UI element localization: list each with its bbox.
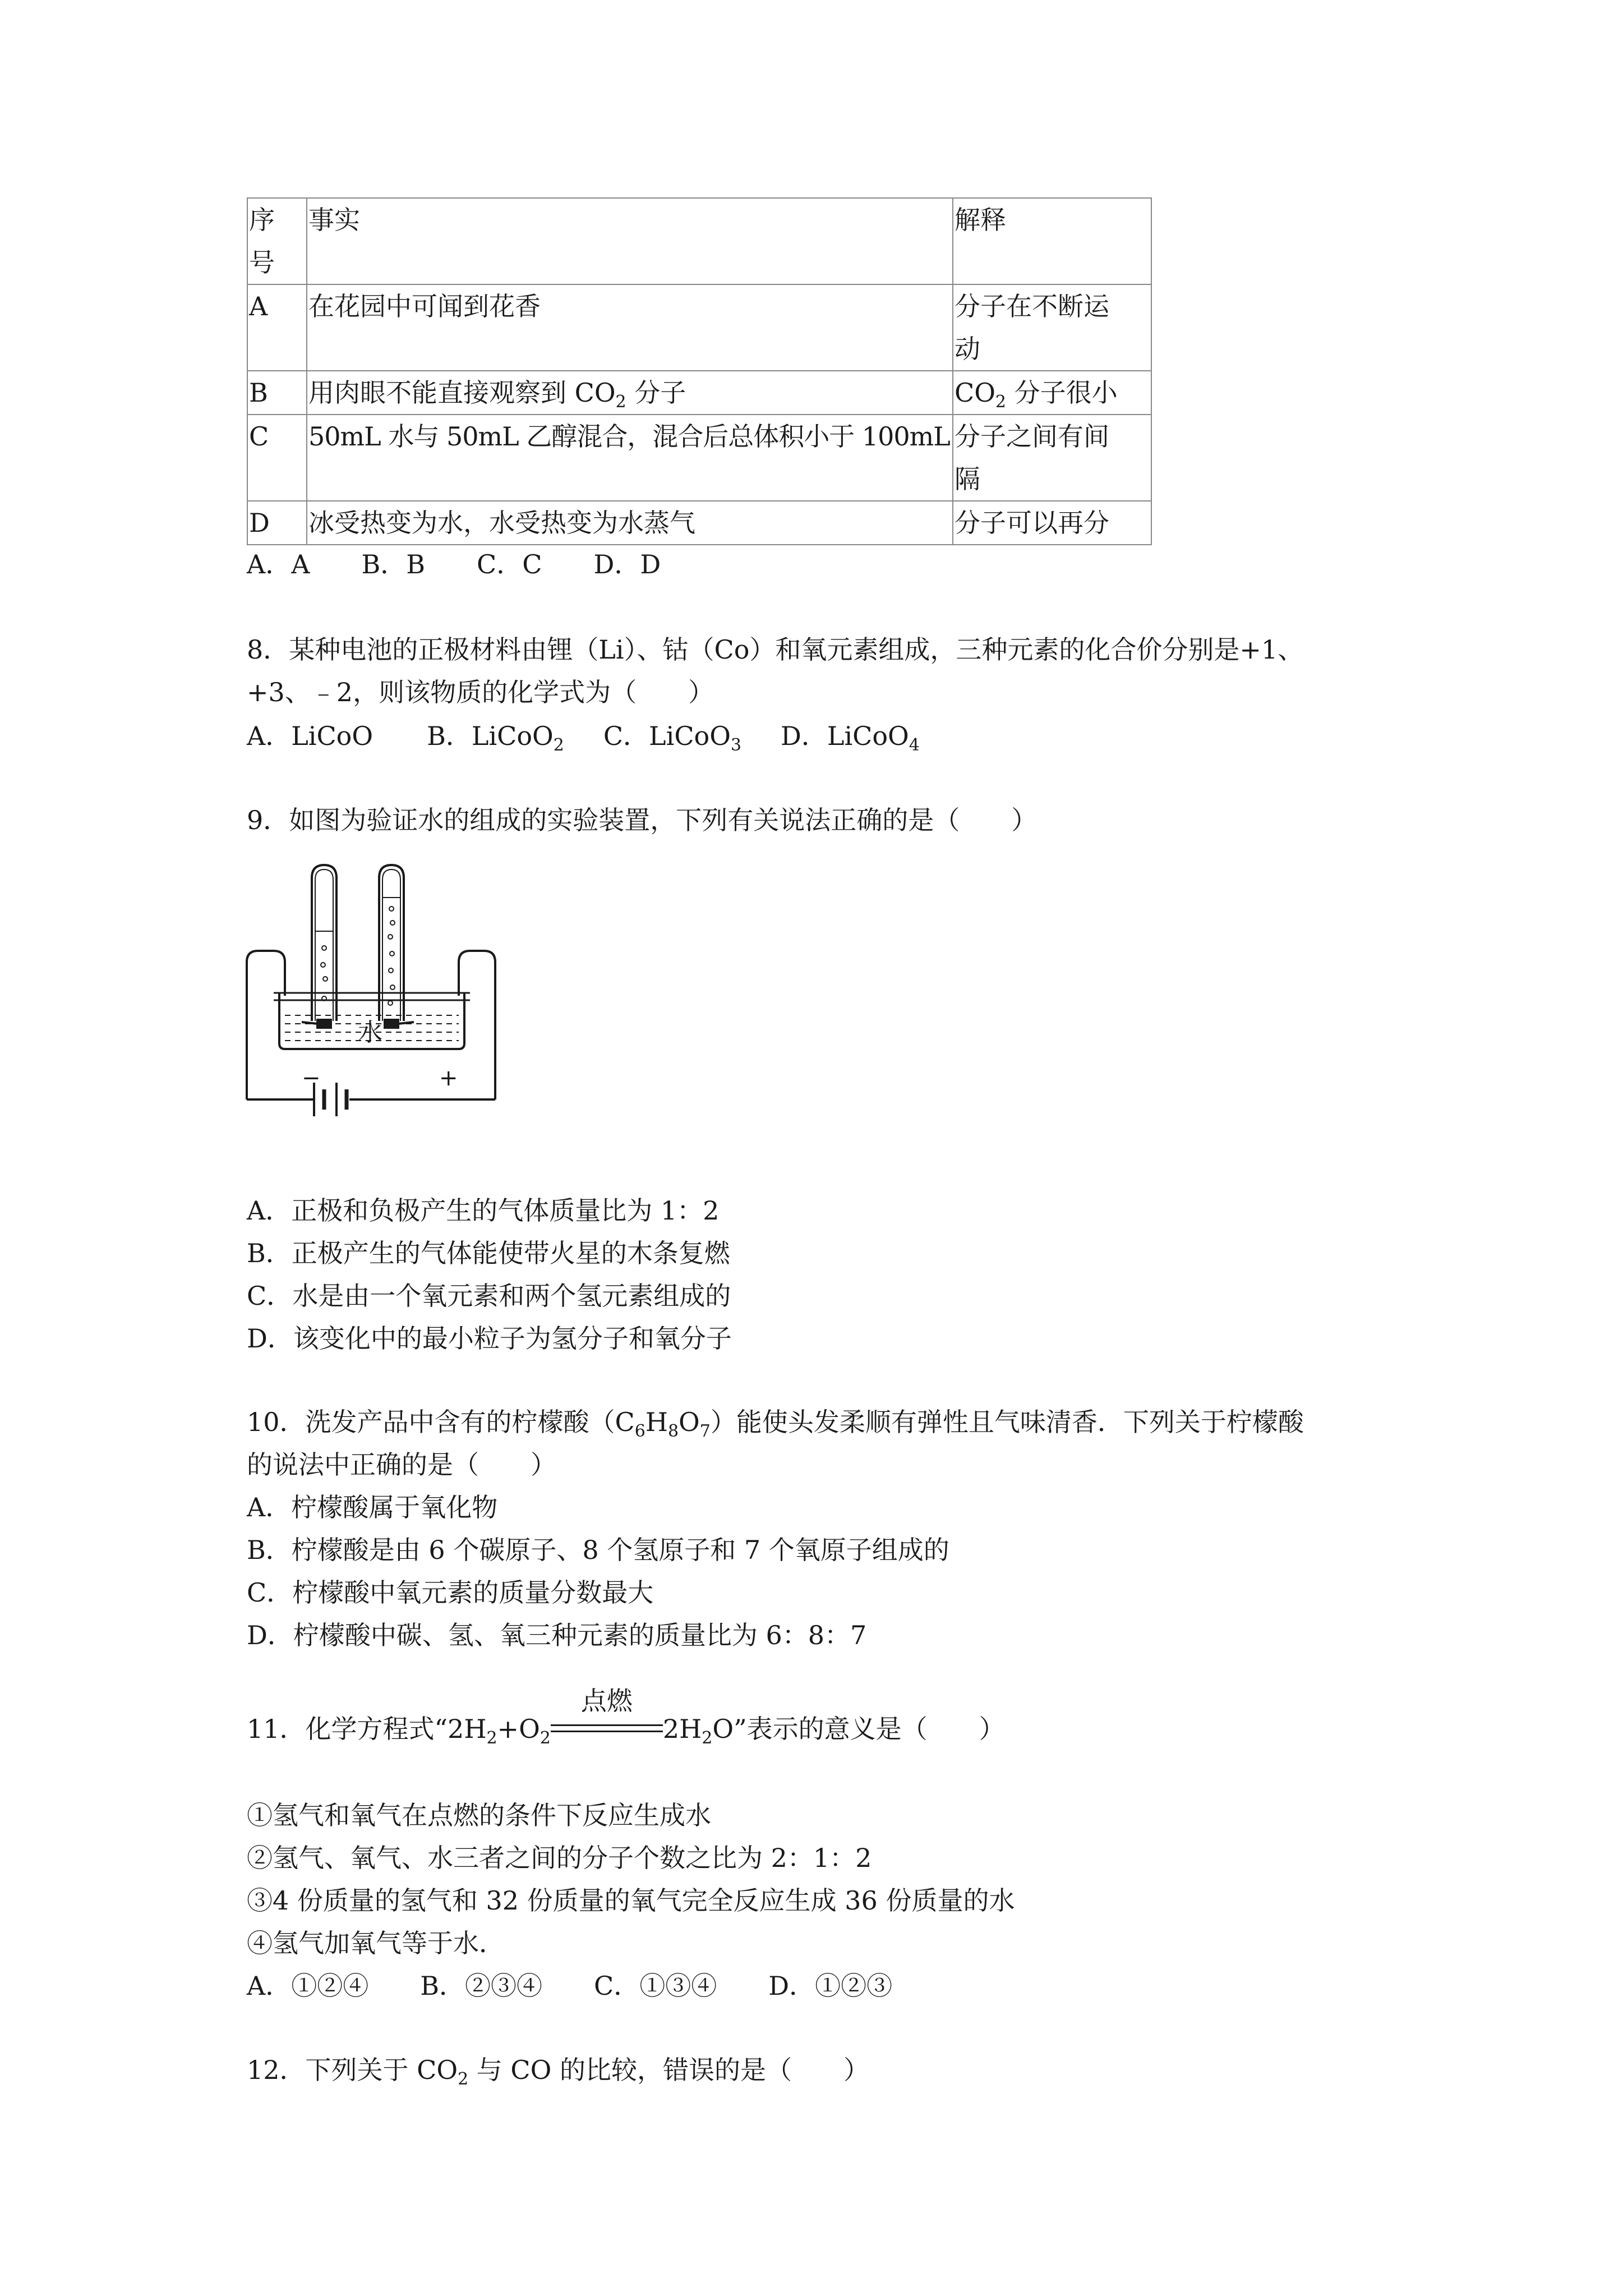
q8-stem-line1: 8．某种电池的正极材料由锂（Li）、钴（Co）和氧元素组成，三种元素的化合价分别是+1、 [247,634,1304,665]
electrolysis-apparatus-figure [246,858,498,1122]
subscript: 2 [995,392,1007,412]
subscript: 4 [909,735,920,755]
q11-stem-post: ”表示的意义是（ ） [734,1714,1005,1744]
q8-stem-line2: +3、﹣2，则该物质的化学式为（ ） [247,677,714,707]
q11-stem [247,1686,1005,1748]
subscript: 2 [486,1728,497,1748]
q11-product-o: O [712,1714,734,1744]
reaction-condition: 点燃 [580,1686,633,1716]
header-fact: 事实 [307,198,953,284]
row-explanation-text: 分子在不断运 动 [955,291,1109,364]
row-no: C [247,415,307,501]
table-row [247,501,1151,545]
row-no: D [247,501,307,545]
q10-option-b: B．柠檬酸是由 6 个碳原子、8 个氢原子和 7 个氧原子组成的 [247,1535,949,1565]
table-row [247,371,1151,415]
q8-option-a: A．LiCoO [247,721,374,751]
plus-label: + [439,1065,458,1091]
q12-stem-pre: 12．下列关于 CO [247,2055,458,2085]
row-explanation [953,415,1151,501]
subscript: 8 [667,1421,679,1441]
row-fact: 50mL 水与 50mL 乙醇混合，混合后总体积小于 100mL [307,415,953,501]
header-explanation: 解释 [953,198,1151,284]
subscript: 2 [615,392,626,412]
subscript: 2 [458,2069,469,2089]
q10-stem-post: ）能使头发柔顺有弹性且气味清香．下列关于柠檬酸 [710,1407,1304,1437]
q11-product: 2H [662,1714,702,1744]
q7-options: A．A B．B C．C D．D [247,549,661,579]
q9-option-c: C．水是由一个氧元素和两个氢元素组成的 [247,1281,731,1311]
row-explanation-text: 分子之间有间 隔 [955,421,1109,494]
facts-table [247,197,1152,545]
fact-text: 用肉眼不能直接观察到 CO [308,378,616,408]
subscript: 3 [730,735,742,755]
q10-stem-line2: 的说法中正确的是（ ） [247,1450,556,1480]
subscript: 2 [702,1728,713,1748]
row-fact: 在花园中可闻到花香 [307,284,953,371]
formula-h: H [645,1407,668,1437]
q11-item-3: ③4 份质量的氢气和 32 份质量的氧气完全反应生成 36 份质量的水 [247,1885,1015,1916]
row-explanation: 分子可以再分 [953,501,1151,545]
row-no: A [247,284,307,371]
minus-label: − [302,1065,321,1091]
reaction-arrow [551,1686,663,1746]
gas-bubbles [321,907,395,1005]
q11-item-2: ②氢气、氧气、水三者之间的分子个数之比为 2：1：2 [247,1843,872,1873]
q9-option-b: B．正极产生的气体能使带火星的木条复燃 [247,1238,730,1268]
q12-stem [247,2053,869,2087]
q8-options [247,719,920,753]
table-row [247,284,1151,371]
q9-option-d: D．该变化中的最小粒子为氢分子和氧分子 [247,1323,732,1354]
q11-options: A．①②④ B．②③④ C．①③④ D．①②③ [247,1971,893,2001]
row-fact: 冰受热变为水，水受热变为水蒸气 [307,501,953,545]
row-fact [307,371,953,415]
header-no-text: 序 号 [249,205,275,278]
q10-option-c: C．柠檬酸中氧元素的质量分数最大 [247,1577,654,1608]
subscript: 6 [634,1421,645,1441]
q10-stem-pre: 10．洗发产品中含有的柠檬酸（C [247,1407,635,1437]
q11-stem-pre: 11．化学方程式“2H [247,1714,487,1744]
row-no: B [247,371,307,415]
formula-o: O [679,1407,700,1437]
row-explanation [953,284,1151,371]
water-label: 水 [358,1018,382,1047]
q10-stem-line1 [247,1405,1304,1439]
subscript: 7 [699,1421,711,1441]
subscript: 2 [540,1728,551,1748]
right-tube-inner-wall [382,869,400,1021]
equals-bar-bottom [551,1731,663,1732]
fact-text: 分子 [626,378,686,408]
q8-option-b: B．LiCoO [427,721,554,751]
q12-stem-post: 与 CO 的比较，错误的是（ ） [468,2055,869,2085]
table-row [247,415,1151,501]
q10-option-a: A．柠檬酸属于氧化物 [247,1492,498,1522]
subscript: 2 [553,735,564,755]
expl-text: 分子很小 [1006,378,1118,408]
q11-item-1: ①氢气和氧气在点燃的条件下反应生成水 [247,1800,711,1830]
expl-text: CO [955,378,995,408]
q10-option-d: D．柠檬酸中碳、氢、氧三种元素的质量比为 6：8：7 [247,1620,867,1650]
q8-option-d: D．LiCoO [781,721,909,751]
q11-item-4: ④氢气加氧气等于水． [247,1928,505,1958]
q9-option-a: A．正极和负极产生的气体质量比为 1：2 [247,1195,720,1226]
q9-stem: 9．如图为验证水的组成的实验装置，下列有关说法正确的是（ ） [247,805,1038,835]
left-electrode [317,1020,331,1028]
equals-bar-top [551,1724,663,1726]
table-header-row [247,198,1151,284]
header-no [247,198,307,284]
row-explanation [953,371,1151,415]
right-electrode [385,1020,398,1028]
q11-plus-o: +O [497,1714,540,1744]
q8-option-c: C．LiCoO [603,721,731,751]
